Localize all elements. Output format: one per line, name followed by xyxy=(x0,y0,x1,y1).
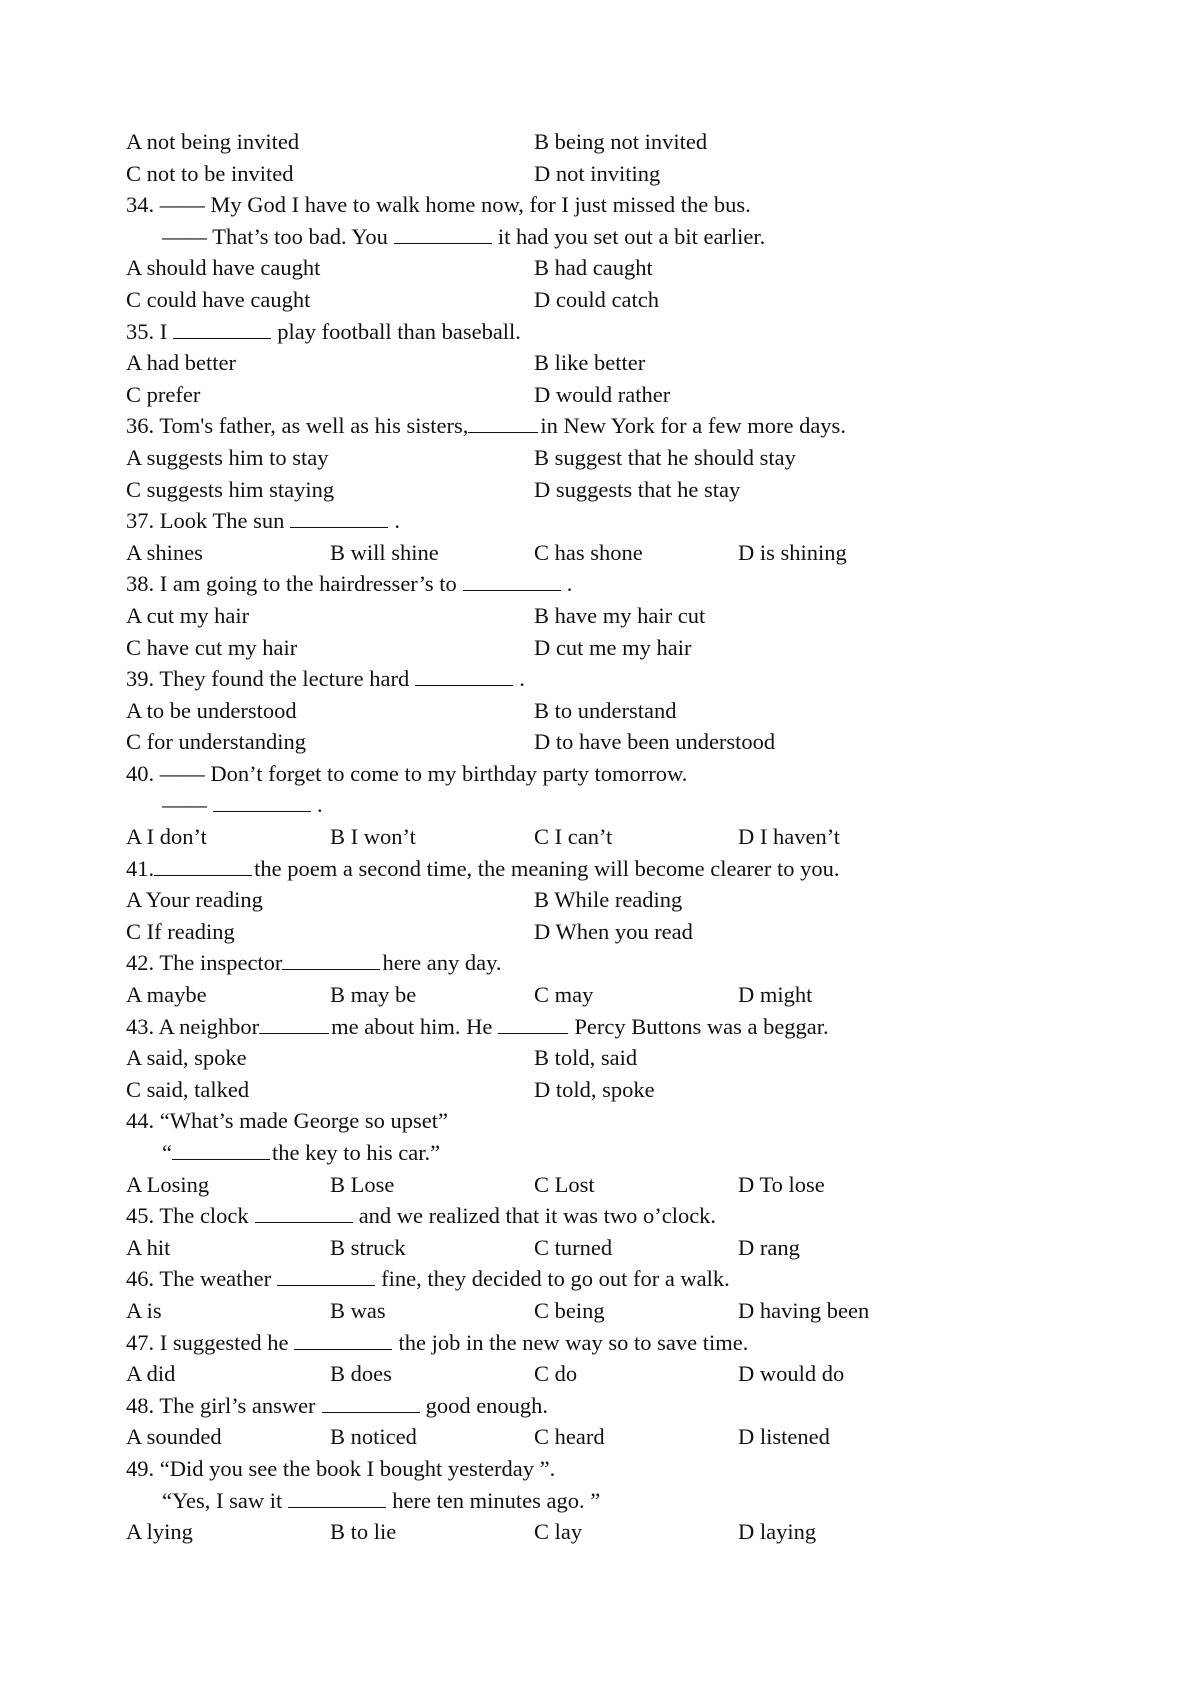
answer-blank[interactable] xyxy=(294,1327,392,1350)
question-37-stem: 37. Look The sun . xyxy=(126,505,1086,537)
question-41-stem: 41. the poem a second time, the meaning will become clearer to you. xyxy=(126,853,1086,885)
option-a: A had better xyxy=(126,350,236,376)
option-c: C prefer xyxy=(126,381,201,407)
option-d: D would do xyxy=(738,1361,845,1387)
question-49-reply: “Yes, I saw it here ten minutes ago. ” xyxy=(126,1485,1086,1517)
option-row xyxy=(126,347,1086,379)
option-d: D To lose xyxy=(738,1171,825,1197)
option-c: C for understanding xyxy=(126,729,306,755)
option-row xyxy=(126,537,1086,569)
option-d: D suggests that he stay xyxy=(534,476,741,502)
option-row xyxy=(126,916,1086,948)
question-34-stem: 34. —— My God I have to walk home now, for I just missed the bus. xyxy=(126,192,751,218)
option-d: D would rather xyxy=(534,381,671,407)
option-b: B have my hair cut xyxy=(534,602,706,628)
option-c: C being xyxy=(534,1297,605,1323)
option-b: B like better xyxy=(534,350,646,376)
answer-blank[interactable] xyxy=(154,853,252,876)
option-b: B had caught xyxy=(534,255,653,281)
option-c: C suggests him staying xyxy=(126,476,335,502)
option-d: D is shining xyxy=(738,539,847,565)
option-a: A not being invited xyxy=(126,129,300,154)
option-d: D having been xyxy=(738,1297,870,1323)
question-36-stem: 36. Tom's father, as well as his sisters, in New York for a few more days. xyxy=(126,410,1086,442)
option-a: A cut my hair xyxy=(126,602,250,628)
answer-blank[interactable] xyxy=(259,1011,329,1034)
option-b: B struck xyxy=(330,1234,406,1260)
option-b: B suggest that he should stay xyxy=(534,444,796,470)
option-row xyxy=(126,1074,1086,1106)
option-b: B While reading xyxy=(534,887,683,913)
option-a: A lying xyxy=(126,1519,193,1545)
option-row xyxy=(126,284,1086,316)
answer-blank[interactable] xyxy=(394,221,492,244)
option-row xyxy=(126,1516,1086,1548)
option-b: B to understand xyxy=(534,697,677,723)
option-d: D rang xyxy=(738,1234,800,1260)
option-d: D told, spoke xyxy=(534,1076,655,1102)
option-row xyxy=(126,1232,1086,1264)
option-row xyxy=(126,158,1086,190)
option-b: B I won’t xyxy=(330,824,416,850)
answer-blank[interactable] xyxy=(288,1485,386,1508)
question-47-stem: 47. I suggested he the job in the new way so to save time. xyxy=(126,1327,1086,1359)
option-row xyxy=(126,600,1086,632)
option-c: C have cut my hair xyxy=(126,634,298,660)
option-row xyxy=(126,695,1086,727)
option-a: A is xyxy=(126,1297,162,1323)
question-40-reply: —— . xyxy=(126,789,1086,821)
option-c: C said, talked xyxy=(126,1076,250,1102)
option-d: D When you read xyxy=(534,918,693,944)
option-a: A I don’t xyxy=(126,824,207,850)
option-a: A Losing xyxy=(126,1171,210,1197)
question-46-stem: 46. The weather fine, they decided to go out for a walk. xyxy=(126,1263,1086,1295)
answer-blank[interactable] xyxy=(463,568,561,591)
option-b: B to lie xyxy=(330,1519,397,1545)
option-d: D might xyxy=(738,982,813,1008)
option-a: A suggests him to stay xyxy=(126,444,329,470)
question-39-stem: 39. They found the lecture hard . xyxy=(126,663,1086,695)
question-48-stem: 48. The girl’s answer good enough. xyxy=(126,1390,1086,1422)
option-c: C do xyxy=(534,1361,578,1387)
option-c: C not to be invited xyxy=(126,160,294,186)
option-d: D laying xyxy=(738,1519,817,1545)
option-c: C If reading xyxy=(126,918,235,944)
option-b: B does xyxy=(330,1361,392,1387)
question-35-stem: 35. I play football than baseball. xyxy=(126,316,1086,348)
option-row xyxy=(126,1042,1086,1074)
option-b: B told, said xyxy=(534,1045,638,1071)
question-44-reply: “ the key to his car.” xyxy=(126,1137,1086,1169)
question-45-stem: 45. The clock and we realized that it was two o’clock. xyxy=(126,1200,1086,1232)
answer-blank[interactable] xyxy=(255,1200,353,1223)
option-b: B may be xyxy=(330,982,417,1008)
option-c: C Lost xyxy=(534,1171,595,1197)
option-row xyxy=(126,1169,1086,1201)
option-d: D could catch xyxy=(534,286,659,312)
option-a: A hit xyxy=(126,1234,171,1260)
option-b: B was xyxy=(330,1297,386,1323)
option-d: D cut me my hair xyxy=(534,634,692,660)
answer-blank[interactable] xyxy=(282,947,380,970)
option-b: B being not invited xyxy=(534,129,708,154)
option-a: A shines xyxy=(126,539,203,565)
question-42-stem: 42. The inspector here any day. xyxy=(126,947,1086,979)
question-43-stem: 43. A neighbor me about him. He Percy Buttons was a beggar. xyxy=(126,1011,1086,1043)
option-a: A sounded xyxy=(126,1424,222,1450)
option-row xyxy=(126,726,1086,758)
option-c: C turned xyxy=(534,1234,613,1260)
answer-blank[interactable] xyxy=(213,789,311,812)
option-c: C has shone xyxy=(534,539,643,565)
option-c: C may xyxy=(534,982,594,1008)
option-row xyxy=(126,1295,1086,1327)
option-a: A maybe xyxy=(126,982,207,1008)
option-d: D I haven’t xyxy=(738,824,841,850)
option-row xyxy=(126,1358,1086,1390)
option-row xyxy=(126,474,1086,506)
option-row xyxy=(126,442,1086,474)
answer-blank[interactable] xyxy=(172,1137,270,1160)
question-44-stem: 44. “What’s made George so upset” xyxy=(126,1108,448,1134)
option-row xyxy=(126,252,1086,284)
option-a: A said, spoke xyxy=(126,1045,247,1071)
option-d: D not inviting xyxy=(534,160,661,186)
option-d: D to have been understood xyxy=(534,729,776,755)
option-c: C heard xyxy=(534,1424,605,1450)
option-a: A Your reading xyxy=(126,887,263,913)
option-c: C lay xyxy=(534,1519,583,1545)
option-c: C could have caught xyxy=(126,286,311,312)
option-b: B will shine xyxy=(330,539,439,565)
answer-blank[interactable] xyxy=(415,663,513,686)
option-row xyxy=(126,632,1086,664)
option-row xyxy=(126,884,1086,916)
question-40-stem: 40. —— Don’t forget to come to my birthday party tomorrow. xyxy=(126,760,688,786)
option-b: B noticed xyxy=(330,1424,417,1450)
option-row xyxy=(126,821,1086,853)
question-38-stem: 38. I am going to the hairdresser’s to . xyxy=(126,568,1086,600)
answer-blank[interactable] xyxy=(173,316,271,339)
option-row xyxy=(126,379,1086,411)
answer-blank[interactable] xyxy=(290,505,388,528)
question-49-stem: 49. “Did you see the book I bought yesterday ”. xyxy=(126,1455,556,1481)
option-a: A did xyxy=(126,1361,176,1387)
question-list xyxy=(126,126,1086,1548)
option-c: C I can’t xyxy=(534,824,613,850)
option-b: B Lose xyxy=(330,1171,395,1197)
option-a: A should have caught xyxy=(126,255,321,281)
answer-blank[interactable] xyxy=(468,410,538,433)
answer-blank[interactable] xyxy=(277,1263,375,1286)
option-row xyxy=(126,126,1086,158)
option-row xyxy=(126,1421,1086,1453)
option-d: D listened xyxy=(738,1424,830,1450)
answer-blank[interactable] xyxy=(322,1390,420,1413)
question-34-reply: —— That’s too bad. You it had you set out a bit earlier. xyxy=(126,221,1086,253)
option-a: A to be understood xyxy=(126,697,297,723)
answer-blank[interactable] xyxy=(498,1011,568,1034)
option-row xyxy=(126,979,1086,1011)
